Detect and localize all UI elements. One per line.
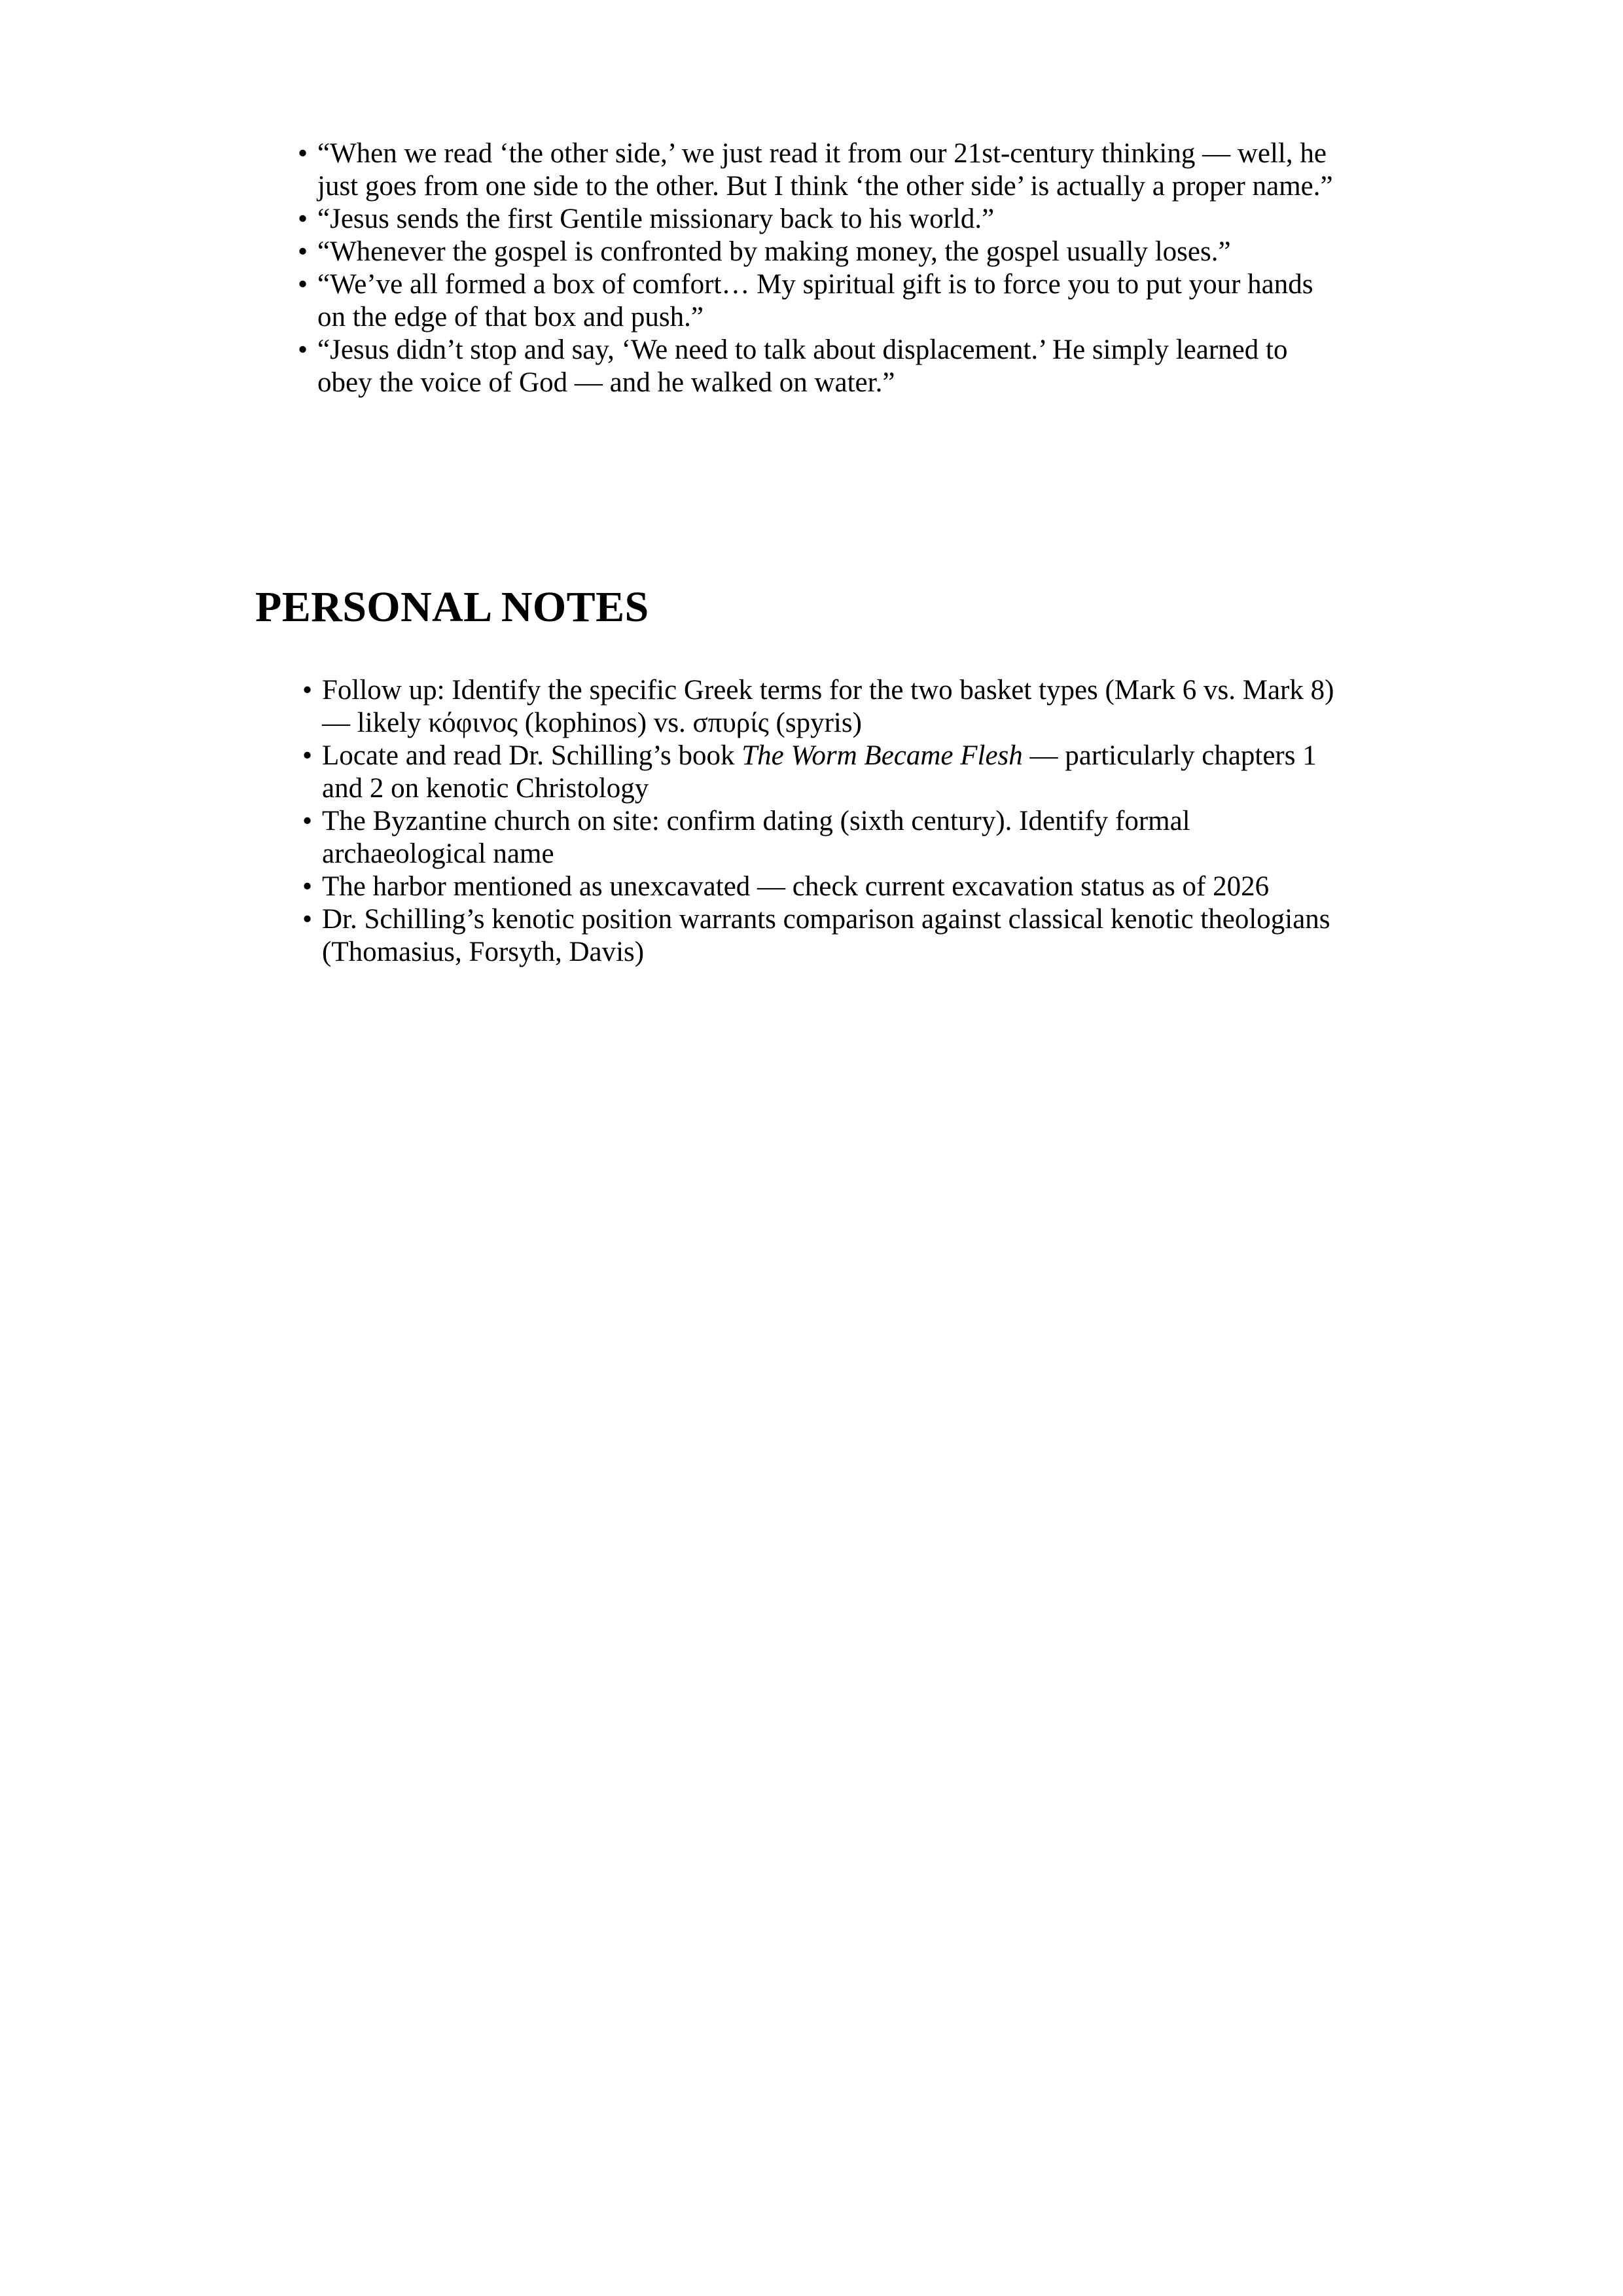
list-item bbox=[298, 334, 1338, 399]
document-content bbox=[255, 137, 1368, 967]
note-text-suffix: — particularly chapters 1 and 2 on kenotic Christology bbox=[322, 740, 1317, 804]
note-text-prefix: The Byzantine church on site: confirm dating (sixth century). Identify formal archaeological name bbox=[322, 806, 1190, 869]
note-text-prefix: Dr. Schilling’s kenotic position warrants comparison against classical kenotic theologians (Thomasius, Forsyth, Davis) bbox=[322, 904, 1330, 967]
list-item bbox=[302, 674, 1340, 740]
quote-text: “Jesus didn’t stop and say, ‘We need to talk about displacement.’ He simply learned to obey the voice of God — and he walked on water.” bbox=[317, 334, 1288, 398]
note-text-italic-book-title: The Worm Became Flesh bbox=[741, 740, 1023, 771]
list-item bbox=[298, 137, 1338, 203]
section-heading-personal-notes: PERSONAL NOTES bbox=[255, 583, 649, 631]
list-item bbox=[298, 203, 1338, 236]
list-item bbox=[302, 805, 1340, 870]
personal-notes-list bbox=[302, 674, 1340, 969]
note-text-prefix: Follow up: Identify the specific Greek terms for the two basket types (Mark 6 vs. Mark 8) — likely κόφινος (kophinos) vs. σπυρίς (spyris) bbox=[322, 675, 1334, 738]
list-item bbox=[298, 236, 1338, 268]
list-item bbox=[302, 740, 1340, 805]
list-item bbox=[302, 903, 1340, 969]
list-item bbox=[302, 870, 1340, 903]
quote-text: “When we read ‘the other side,’ we just read it from our 21st-century thinking — well, he just goes from one side to the other. But I think ‘the other side’ is actually a proper name.” bbox=[317, 138, 1333, 202]
note-text-prefix: Locate and read Dr. Schilling’s book bbox=[322, 740, 742, 771]
quote-text: “We’ve all formed a box of comfort… My spiritual gift is to force you to put your hands on the edge of that box and push.” bbox=[317, 269, 1313, 332]
note-text-prefix: The harbor mentioned as unexcavated — check current excavation status as of 2026 bbox=[322, 871, 1270, 902]
quote-text: “Jesus sends the first Gentile missionary back to his world.” bbox=[317, 204, 995, 234]
quote-text: “Whenever the gospel is confronted by making money, the gospel usually loses.” bbox=[317, 236, 1231, 267]
pull-quotes-list bbox=[298, 137, 1338, 399]
list-item bbox=[298, 268, 1338, 334]
